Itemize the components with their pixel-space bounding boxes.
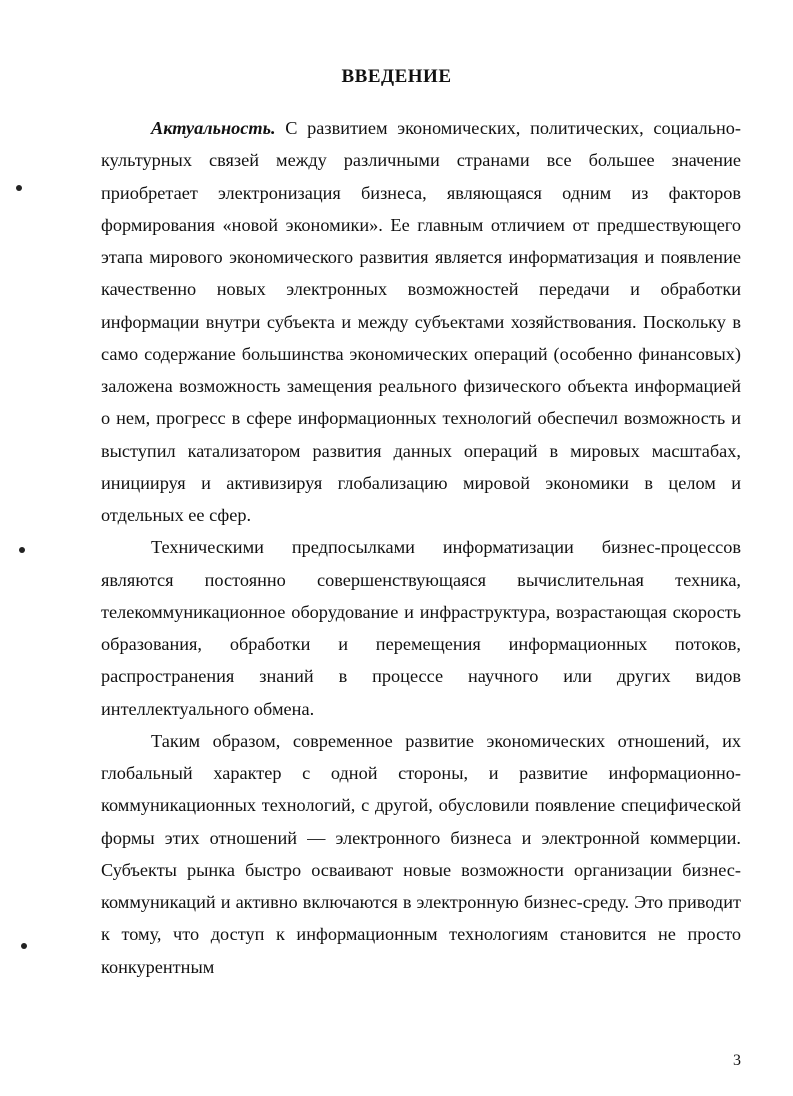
- paragraph-technical-prerequisites: [101, 531, 741, 725]
- binding-hole-mark: [16, 185, 22, 191]
- binding-hole-mark: [19, 547, 25, 553]
- paragraph-text: С развитием экономических, политических, социально-культурных связей между различными странами все большее значение приобретает электронизация бизнеса, являющаяся одним из факторов формирования «новой экономики». Ее главным отличием от предшествующего этапа мирового экономического развития является информатизация и появление качественно новых электронных возможностей передачи и обработки информации внутри субъекта и между субъектами хозяйствования. Поскольку в само содержание большинства экономических операций (особенно финансовых) заложена возможность замещения реального физического объекта информацией о нем, прогресс в сфере информационных технологий обеспечил возможность и выступил катализатором развития данных операций в мировых масштабах, инициируя и активизируя глобализацию мировой экономики в целом и отдельных ее сфер.: [101, 118, 741, 525]
- paragraph-lead: Актуальность.: [151, 118, 276, 138]
- paragraph-conclusion: [101, 725, 741, 983]
- paragraph-text: Таким образом, современное развитие экономических отношений, их глобальный характер с одной стороны, и развитие информационно-коммуникационных технологий, с другой, обусловили появление специфической формы этих отношений — электронного бизнеса и электронной коммерции. Субъекты рынка быстро осваивают новые возможности организации бизнес-коммуникаций и активно включаются в электронную бизнес-среду. Это приводит к тому, что доступ к информационным технологиям становится не просто конкурентным: [101, 730, 741, 977]
- binding-hole-mark: [21, 943, 27, 949]
- page-number: 3: [733, 1052, 741, 1069]
- paragraph-text: Техническими предпосылками информатизации бизнес-процессов являются постоянно совершенствующаяся вычислительная техника, телекоммуникационное оборудование и инфраструктура, возрастающая скорость образования, обработки и перемещения информационных потоков, распространения знаний в процессе научного или других видов интеллектуального обмена.: [101, 537, 741, 719]
- paragraph-relevance: [101, 112, 741, 531]
- page-title: ВВЕДЕНИЕ: [341, 66, 452, 87]
- body-text: [101, 112, 741, 983]
